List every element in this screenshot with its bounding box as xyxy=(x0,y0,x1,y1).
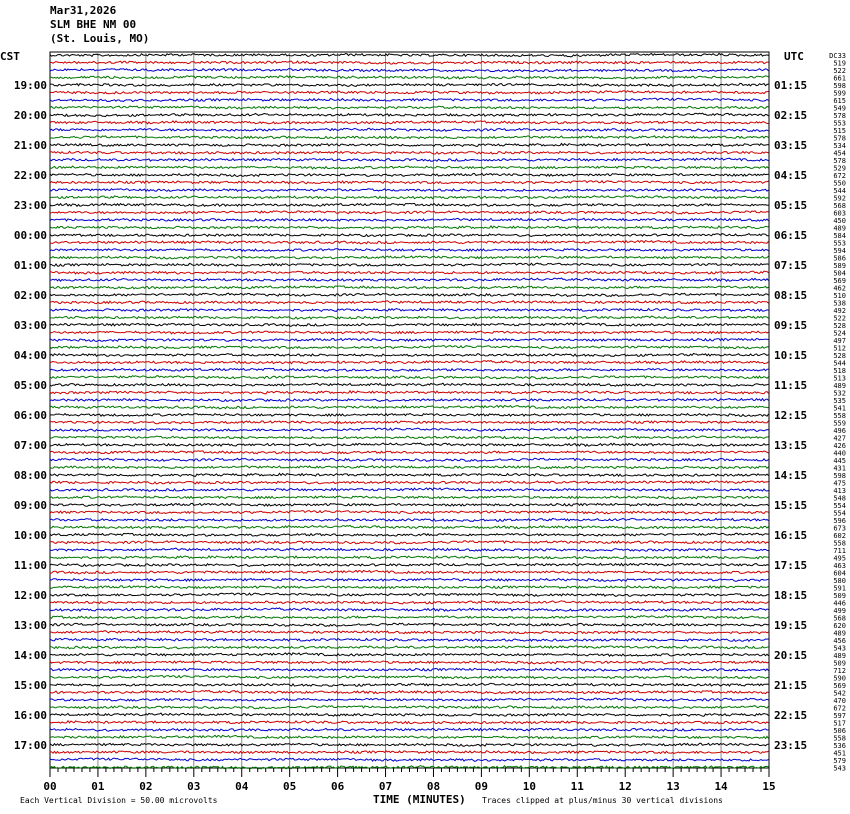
seismic-trace xyxy=(50,668,769,671)
trace-value-label: 524 xyxy=(833,329,846,338)
seismic-trace xyxy=(50,151,769,154)
utc-hour-label: 03:15 xyxy=(774,138,808,152)
trace-value-label: 590 xyxy=(833,674,846,683)
trace-value-label: 451 xyxy=(833,749,846,758)
seismic-trace xyxy=(50,473,769,476)
seismic-trace xyxy=(50,548,769,551)
utc-hour-label: 02:15 xyxy=(774,108,808,122)
seismic-trace xyxy=(50,721,769,724)
seismic-trace xyxy=(50,758,769,761)
seismic-trace xyxy=(50,421,769,424)
trace-value-label: 489 xyxy=(833,651,846,660)
seismic-trace xyxy=(50,226,769,229)
trace-value-label: 499 xyxy=(833,606,846,615)
seismic-trace xyxy=(50,383,769,386)
trace-value-label: 475 xyxy=(833,479,846,488)
trace-value-label: 542 xyxy=(833,689,846,698)
seismic-trace xyxy=(50,570,769,573)
trace-value-label: 506 xyxy=(833,726,846,735)
trace-value-label: 553 xyxy=(833,239,846,248)
seismic-trace xyxy=(50,698,769,701)
trace-value-label: 470 xyxy=(833,696,846,705)
seismic-trace xyxy=(50,83,769,86)
trace-value-label: 426 xyxy=(833,441,846,450)
seismic-trace xyxy=(50,316,769,319)
seismic-trace xyxy=(50,241,769,244)
utc-hour-label: 04:15 xyxy=(774,168,808,182)
seismic-trace xyxy=(50,683,769,686)
trace-value-label: 559 xyxy=(833,419,846,428)
trace-value-label: 578 xyxy=(833,111,846,120)
trace-value-label: 445 xyxy=(833,456,846,465)
trace-value-label: 578 xyxy=(833,156,846,165)
cst-hour-label: 21:00 xyxy=(13,138,47,152)
utc-hour-label: 08:15 xyxy=(774,288,808,302)
seismic-trace xyxy=(50,690,769,693)
cst-hour-label: 11:00 xyxy=(13,558,47,572)
cst-hour-label: 19:00 xyxy=(13,78,47,92)
utc-hour-label: 14:15 xyxy=(774,468,808,482)
trace-value-label: 431 xyxy=(833,464,846,473)
seismic-trace xyxy=(50,308,769,311)
utc-hour-label: 21:15 xyxy=(774,678,808,692)
seismic-trace xyxy=(50,563,769,566)
seismic-trace xyxy=(50,458,769,461)
utc-hour-label: 05:15 xyxy=(774,198,808,212)
trace-value-label: 661 xyxy=(833,74,846,83)
seismic-trace xyxy=(50,503,769,506)
trace-value-label: 489 xyxy=(833,381,846,390)
utc-hour-label: 20:15 xyxy=(774,648,808,662)
trace-value-label: 544 xyxy=(833,359,846,368)
cst-hour-label: 20:00 xyxy=(13,108,47,122)
utc-hour-label: 09:15 xyxy=(774,318,808,332)
cst-hour-label: 05:00 xyxy=(13,378,47,392)
trace-value-label: 454 xyxy=(833,149,846,158)
cst-hour-label: 16:00 xyxy=(13,708,47,722)
seismic-trace xyxy=(50,331,769,334)
trace-value-label: 558 xyxy=(833,539,846,548)
trace-value-label: 543 xyxy=(833,644,846,653)
seismic-trace xyxy=(50,181,769,184)
minute-tick-label: 13 xyxy=(666,780,680,793)
seismic-trace xyxy=(50,301,769,304)
cst-hour-label: 09:00 xyxy=(13,498,47,512)
trace-value-label: 536 xyxy=(833,741,846,750)
trace-value-label: 568 xyxy=(833,201,846,210)
minute-tick-label: 00 xyxy=(43,780,57,793)
station-label: SLM BHE NM 00 xyxy=(50,18,137,31)
seismic-trace xyxy=(50,293,769,296)
minute-tick-label: 08 xyxy=(426,780,441,793)
seismic-trace xyxy=(50,91,769,94)
left-timezone-label: CST xyxy=(0,50,20,63)
trace-value-label: 544 xyxy=(833,186,846,195)
seismic-trace xyxy=(50,158,769,161)
minute-tick-label: 09 xyxy=(474,780,489,793)
trace-value-label: 599 xyxy=(833,89,846,98)
trace-value-label: 558 xyxy=(833,734,846,743)
cst-hour-label: 06:00 xyxy=(13,408,47,422)
seismic-trace xyxy=(50,676,769,679)
seismic-trace xyxy=(50,128,769,131)
trace-value-label: 440 xyxy=(833,449,846,458)
cst-hour-label: 14:00 xyxy=(13,648,47,662)
seismic-trace xyxy=(50,323,769,326)
clip-note: Traces clipped at plus/minus 30 vertical divisions xyxy=(482,796,723,805)
seismic-trace xyxy=(50,586,769,589)
trace-value-label: 596 xyxy=(833,516,846,525)
seismic-trace xyxy=(50,616,769,619)
seismic-trace xyxy=(50,533,769,536)
minute-tick-label: 01 xyxy=(91,780,105,793)
minute-tick-label: 04 xyxy=(235,780,249,793)
seismic-trace xyxy=(50,106,769,109)
trace-value-label: 535 xyxy=(833,396,846,405)
trace-value-label: 615 xyxy=(833,96,846,105)
trace-value-label: 586 xyxy=(833,254,846,263)
x-axis-title: TIME (MINUTES) xyxy=(373,793,466,806)
seismic-trace xyxy=(50,196,769,199)
trace-value-label: 528 xyxy=(833,321,846,330)
trace-value-label: 550 xyxy=(833,179,846,188)
trace-value-label: 522 xyxy=(833,66,846,75)
trace-value-label: 592 xyxy=(833,194,846,203)
utc-hour-label: 19:15 xyxy=(774,618,808,632)
seismic-trace xyxy=(50,174,769,177)
seismic-trace xyxy=(50,443,769,446)
utc-hour-label: 11:15 xyxy=(774,378,808,392)
trace-value-label: 497 xyxy=(833,336,846,345)
trace-value-label: 604 xyxy=(833,569,846,578)
trace-value-label: 568 xyxy=(833,614,846,623)
minute-tick-label: 07 xyxy=(378,780,393,793)
seismic-trace xyxy=(50,211,769,214)
seismic-trace xyxy=(50,189,769,192)
cst-hour-label: 22:00 xyxy=(13,168,47,182)
trace-value-label: 620 xyxy=(833,621,846,630)
trace-value-label: 512 xyxy=(833,344,846,353)
trace-value-label: 602 xyxy=(833,531,846,540)
seismic-trace xyxy=(50,706,769,709)
trace-value-label: 579 xyxy=(833,756,846,765)
seismic-trace xyxy=(50,713,769,716)
trace-value-label: 492 xyxy=(833,306,846,315)
trace-value-label: 513 xyxy=(833,374,846,383)
trace-value-label: 584 xyxy=(833,231,846,240)
seismic-trace xyxy=(50,263,769,266)
utc-hour-label: 16:15 xyxy=(774,528,808,542)
trace-value-label: DC33 xyxy=(829,52,846,60)
cst-hour-label: 10:00 xyxy=(13,528,47,542)
trace-value-label: 529 xyxy=(833,164,846,173)
trace-value-label: 519 xyxy=(833,59,846,68)
seismic-trace xyxy=(50,646,769,649)
utc-hour-label: 13:15 xyxy=(774,438,808,452)
seismic-trace xyxy=(50,166,769,169)
trace-value-label: 446 xyxy=(833,599,846,608)
seismic-trace xyxy=(50,121,769,124)
utc-hour-label: 06:15 xyxy=(774,228,808,242)
cst-hour-label: 00:00 xyxy=(13,228,47,242)
minute-tick-label: 14 xyxy=(714,780,728,793)
minute-tick-label: 15 xyxy=(762,780,776,793)
seismic-trace xyxy=(50,53,769,56)
seismic-trace xyxy=(50,428,769,431)
seismic-trace xyxy=(50,98,769,101)
seismic-trace xyxy=(50,525,769,528)
seismic-trace xyxy=(50,488,769,491)
seismic-trace xyxy=(50,466,769,469)
cst-hour-label: 04:00 xyxy=(13,348,47,362)
seismic-trace xyxy=(50,271,769,274)
seismic-trace xyxy=(50,339,769,342)
seismic-trace xyxy=(50,728,769,731)
trace-value-label: 603 xyxy=(833,209,846,218)
location-label: (St. Louis, MO) xyxy=(50,32,150,45)
trace-value-label: 489 xyxy=(833,224,846,233)
trace-value-label: 515 xyxy=(833,126,846,135)
cst-hour-label: 13:00 xyxy=(13,618,47,632)
seismic-trace xyxy=(50,69,769,72)
cst-hour-label: 08:00 xyxy=(13,468,47,482)
minute-tick-label: 06 xyxy=(330,780,345,793)
seismic-trace xyxy=(50,391,769,394)
trace-value-label: 538 xyxy=(833,299,846,308)
seismic-trace xyxy=(50,218,769,221)
utc-hour-label: 22:15 xyxy=(774,708,808,722)
trace-value-label: 569 xyxy=(833,681,846,690)
seismic-trace xyxy=(50,361,769,364)
seismic-trace xyxy=(50,346,769,349)
date-label: Mar31,2026 xyxy=(50,4,117,17)
minute-tick-label: 05 xyxy=(283,780,297,793)
seismic-trace xyxy=(50,608,769,611)
cst-hour-label: 03:00 xyxy=(13,318,47,332)
cst-hour-label: 15:00 xyxy=(13,678,47,692)
seismic-trace xyxy=(50,556,769,559)
trace-value-label: 510 xyxy=(833,291,846,300)
utc-hour-label: 23:15 xyxy=(774,738,808,752)
right-timezone-label: UTC xyxy=(784,50,804,63)
trace-value-label: 598 xyxy=(833,81,846,90)
trace-value-label: 450 xyxy=(833,216,846,225)
trace-value-label: 558 xyxy=(833,411,846,420)
trace-value-label: 522 xyxy=(833,314,846,323)
trace-value-label: 528 xyxy=(833,351,846,360)
seismic-trace xyxy=(50,631,769,634)
trace-value-label: 548 xyxy=(833,494,846,503)
seismic-trace xyxy=(50,203,769,206)
trace-value-label: 532 xyxy=(833,389,846,398)
cst-hour-label: 23:00 xyxy=(13,198,47,212)
seismic-trace xyxy=(50,136,769,139)
trace-value-label: 427 xyxy=(833,434,846,443)
trace-value-label: 672 xyxy=(833,171,846,180)
utc-hour-label: 18:15 xyxy=(774,588,808,602)
utc-hour-label: 01:15 xyxy=(774,78,808,92)
trace-value-label: 591 xyxy=(833,584,846,593)
trace-value-label: 463 xyxy=(833,561,846,570)
minute-tick-label: 11 xyxy=(570,780,584,793)
seismic-trace xyxy=(50,518,769,521)
cst-hour-label: 02:00 xyxy=(13,288,47,302)
trace-value-label: 569 xyxy=(833,276,846,285)
trace-value-label: 580 xyxy=(833,576,846,585)
trace-value-label: 578 xyxy=(833,134,846,143)
trace-value-label: 598 xyxy=(833,471,846,480)
seismic-trace xyxy=(50,278,769,281)
cst-hour-label: 07:00 xyxy=(13,438,47,452)
minute-tick-label: 02 xyxy=(139,780,153,793)
trace-value-label: 673 xyxy=(833,524,846,533)
seismic-trace xyxy=(50,623,769,626)
scale-note: Each Vertical Division = 50.00 microvolts xyxy=(20,796,218,805)
seismic-trace xyxy=(50,405,769,408)
seismic-trace xyxy=(50,249,769,252)
minute-tick-label: 12 xyxy=(618,780,632,793)
seismic-trace xyxy=(50,593,769,596)
minute-tick-label: 03 xyxy=(187,780,201,793)
trace-value-label: 672 xyxy=(833,704,846,713)
cst-hour-label: 12:00 xyxy=(13,588,47,602)
seismic-trace xyxy=(50,451,769,454)
trace-value-label: 456 xyxy=(833,636,846,645)
seismic-trace xyxy=(50,638,769,641)
trace-value-label: 518 xyxy=(833,366,846,375)
seismic-trace xyxy=(50,541,769,544)
trace-value-label: 712 xyxy=(833,666,846,675)
seismic-trace xyxy=(50,653,769,656)
seismic-trace xyxy=(50,256,769,259)
seismic-trace xyxy=(50,743,769,746)
utc-hour-label: 07:15 xyxy=(774,258,808,272)
trace-value-label: 594 xyxy=(833,246,846,255)
trace-value-label: 554 xyxy=(833,509,846,518)
trace-value-label: 589 xyxy=(833,261,846,270)
seismic-trace xyxy=(50,399,769,402)
seismic-trace xyxy=(50,76,769,79)
seismic-trace xyxy=(50,61,769,64)
seismic-trace xyxy=(50,376,769,379)
seismic-trace xyxy=(50,286,769,289)
utc-hour-label: 12:15 xyxy=(774,408,808,422)
cst-hour-label: 01:00 xyxy=(13,258,47,272)
trace-value-label: 509 xyxy=(833,591,846,600)
seismic-trace xyxy=(50,496,769,499)
utc-hour-label: 10:15 xyxy=(774,348,808,362)
trace-value-label: 413 xyxy=(833,486,846,495)
trace-value-label: 543 xyxy=(833,764,846,773)
seismic-trace xyxy=(50,578,769,581)
utc-hour-label: 15:15 xyxy=(774,498,808,512)
trace-value-label: 711 xyxy=(833,546,846,555)
seismic-trace xyxy=(50,143,769,146)
seismic-trace xyxy=(50,234,769,237)
trace-value-label: 597 xyxy=(833,711,846,720)
trace-value-label: 462 xyxy=(833,284,846,293)
trace-value-label: 549 xyxy=(833,104,846,113)
seismic-trace xyxy=(50,113,769,117)
seismic-trace xyxy=(50,601,769,604)
trace-value-label: 509 xyxy=(833,659,846,668)
trace-value-label: 553 xyxy=(833,119,846,128)
trace-value-label: 489 xyxy=(833,629,846,638)
seismic-trace xyxy=(50,368,769,371)
seismic-trace xyxy=(50,354,769,357)
seismic-trace xyxy=(50,511,769,514)
trace-value-label: 495 xyxy=(833,554,846,563)
trace-value-label: 554 xyxy=(833,501,846,510)
trace-value-label: 541 xyxy=(833,404,846,413)
minute-tick-label: 10 xyxy=(522,780,536,793)
seismic-trace xyxy=(50,735,769,738)
trace-value-label: 517 xyxy=(833,719,846,728)
seismic-trace xyxy=(50,436,769,439)
trace-value-label: 534 xyxy=(833,141,846,150)
seismic-trace xyxy=(50,751,769,754)
cst-hour-label: 17:00 xyxy=(13,738,47,752)
utc-hour-label: 17:15 xyxy=(774,558,808,572)
trace-value-label: 504 xyxy=(833,269,846,278)
seismic-trace xyxy=(50,414,769,417)
seismic-trace xyxy=(50,481,769,484)
trace-value-label: 496 xyxy=(833,426,846,435)
seismic-trace xyxy=(50,661,769,664)
